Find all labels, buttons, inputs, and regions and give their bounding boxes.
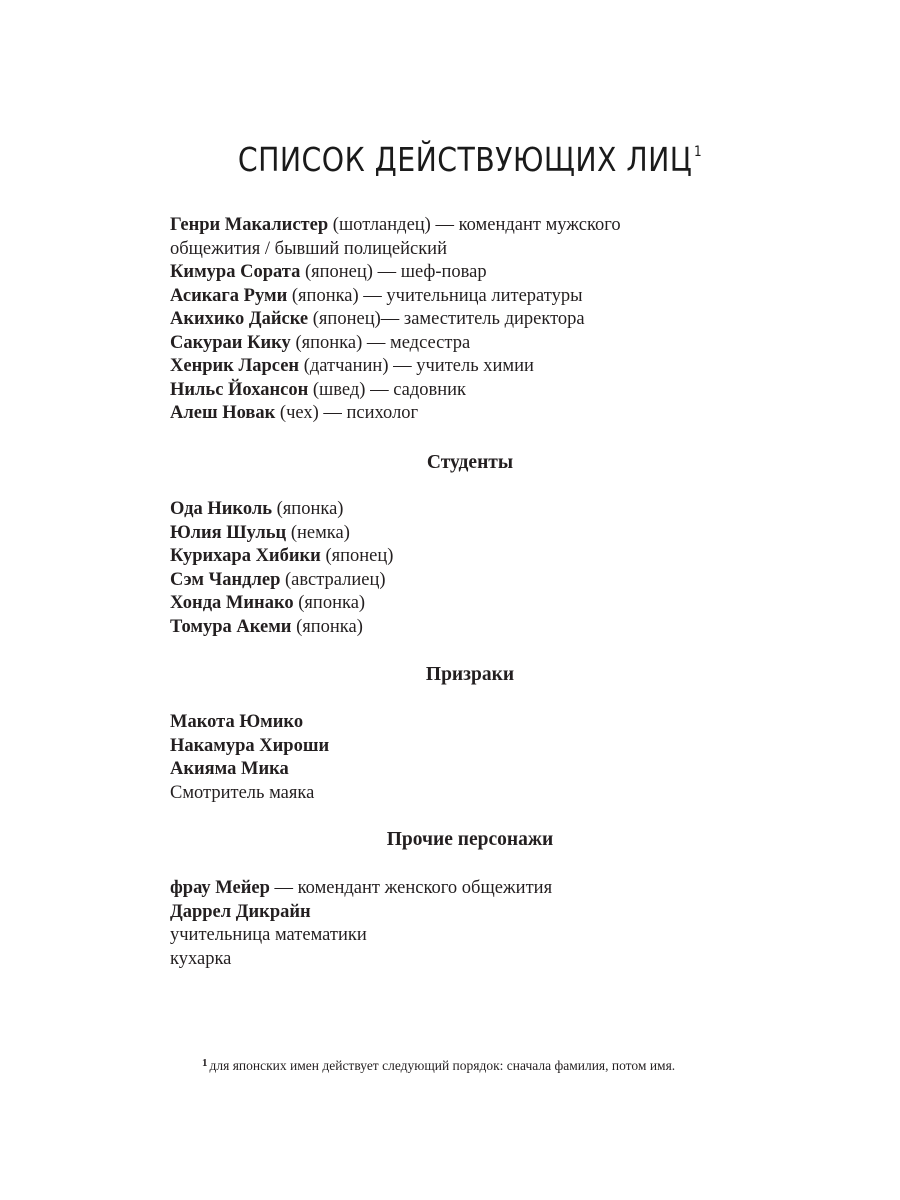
character-name: Томура Акеми	[170, 616, 292, 637]
page-title	[66, 140, 874, 179]
character-line	[170, 616, 770, 640]
character-description: (швед) — садовник	[308, 379, 467, 400]
character-line	[170, 402, 770, 426]
character-name: фрау Мейер	[170, 878, 270, 898]
character-description: (немка)	[286, 522, 350, 543]
character-name: Нильс Йохансон	[170, 379, 309, 400]
others-heading: Прочие персонажи	[386, 829, 554, 850]
character-description: — комендант женского общежития	[269, 878, 553, 898]
others-list	[170, 877, 770, 971]
students-list	[170, 498, 770, 639]
character-description: (японка)	[291, 616, 363, 637]
ghosts-list	[170, 711, 770, 805]
character-line	[170, 261, 770, 285]
character-name: Генри Макалистер	[170, 215, 329, 235]
character-name: Макота Юмико	[170, 712, 304, 732]
character-name: Асикага Руми	[170, 285, 288, 306]
staff-list	[170, 214, 770, 426]
character-line	[170, 782, 770, 806]
footnote-mark: 1	[202, 1057, 208, 1069]
character-name: Ода Николь	[170, 499, 273, 519]
character-name: Накамура Хироши	[170, 735, 330, 756]
character-line	[170, 901, 770, 925]
character-description: (японец) — шеф-повар	[300, 262, 487, 282]
character-name: Даррел Дикрайн	[170, 901, 311, 922]
character-description: общежития / бывший полицейский	[170, 238, 447, 259]
footnote	[202, 1057, 782, 1076]
character-line	[170, 758, 770, 782]
character-description: учительница математики	[170, 925, 367, 945]
character-line	[170, 522, 770, 546]
title-footnote-mark: 1	[694, 144, 703, 160]
character-line	[170, 569, 770, 593]
character-line	[170, 332, 770, 356]
character-description: (японка)	[293, 593, 366, 613]
character-line	[170, 592, 770, 616]
character-description: (японец)— заместитель директора	[308, 309, 585, 329]
character-description: (шотландец) — комендант мужского	[328, 215, 621, 235]
character-description: (австралиец)	[280, 569, 386, 590]
character-line	[170, 877, 770, 901]
character-line	[170, 214, 770, 238]
character-description: кухарка	[170, 948, 232, 969]
character-name: Хонда Минако	[170, 593, 294, 613]
character-description: (японка) — медсестра	[290, 332, 471, 353]
character-name: Сэм Чандлер	[170, 569, 281, 590]
character-line	[170, 238, 770, 262]
character-description: (датчанин) — учитель химии	[299, 356, 534, 376]
character-line	[170, 924, 770, 948]
title-text: СПИСОК ДЕЙСТВУЮЩИХ ЛИЦ	[237, 140, 693, 179]
character-name: Акихико Дайске	[170, 309, 309, 329]
character-line	[170, 948, 770, 972]
footnote-text: для японских имен действует следующий порядок: сначала фамилия, потом имя.	[209, 1058, 676, 1073]
character-line	[170, 379, 770, 403]
character-line	[170, 711, 770, 735]
character-line	[170, 308, 770, 332]
character-name: Курихара Хибики	[170, 546, 321, 566]
students-heading: Студенты	[426, 452, 514, 473]
character-description: (японка)	[272, 499, 344, 519]
character-line	[170, 355, 770, 379]
character-name: Кимура Сората	[170, 262, 301, 282]
character-description: Смотритель маяка	[170, 782, 315, 803]
character-line	[170, 285, 770, 309]
character-name: Хенрик Ларсен	[170, 356, 300, 376]
character-name: Юлия Шульц	[170, 522, 287, 543]
character-name: Алеш Новак	[170, 403, 276, 423]
character-line	[170, 735, 770, 759]
character-line	[170, 498, 770, 522]
character-description: (японец)	[320, 546, 394, 566]
ghosts-heading: Призраки	[425, 664, 515, 685]
character-name: Акияма Мика	[170, 759, 289, 779]
character-description: (японка) — учительница литературы	[287, 285, 583, 306]
character-line	[170, 545, 770, 569]
character-description: (чех) — психолог	[275, 403, 419, 423]
character-name: Сакураи Кику	[170, 332, 291, 353]
